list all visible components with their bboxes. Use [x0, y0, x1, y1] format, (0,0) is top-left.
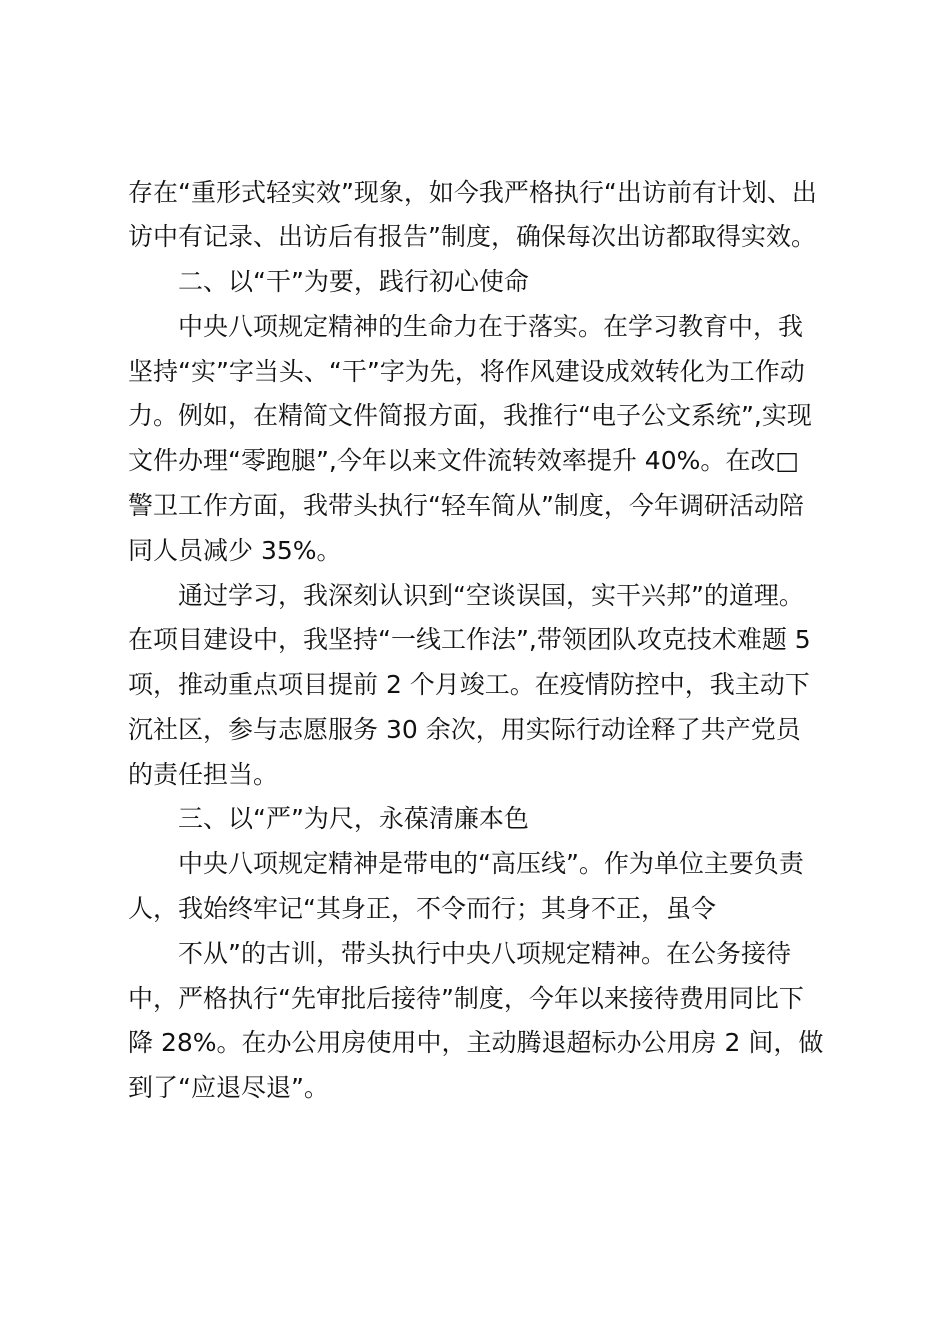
body-text-line: 在项目建设中，我坚持“一线工作法”,带领团队攻克技术难题 5 — [128, 625, 811, 654]
body-text-line: 坚持“实”字当头、“干”字为先，将作风建设成效转化为工作动 — [128, 357, 805, 386]
body-text-line: 人，我始终牢记“其身正，不令而行；其身不正，虽令 — [128, 894, 716, 923]
body-text-line: 通过学习，我深刻认识到“空谈误国，实干兴邦”的道理。 — [178, 581, 804, 610]
body-text-line: 中央八项规定精神是带电的“高压线”。作为单位主要负责 — [178, 849, 804, 878]
body-text-line: 中央八项规定精神的生命力在于落实。在学习教育中，我 — [178, 312, 804, 341]
body-text-line: 的责任担当。 — [128, 760, 279, 789]
body-text-line: 不从”的古训，带头执行中央八项规定精神。在公务接待 — [178, 939, 791, 968]
body-text-line: 项，推动重点项目提前 2 个月竣工。在疫情防控中，我主动下 — [128, 670, 810, 699]
body-text-line: 到了“应退尽退”。 — [128, 1073, 329, 1102]
body-text-line: 警卫工作方面，我带头执行“轻车简从”制度，今年调研活动陪 — [128, 491, 804, 520]
body-text-line: 文件办理“零跑腿”,今年以来文件流转效率提升 40%。在改□ — [128, 446, 799, 475]
body-text-line: 同人员减少 35%。 — [128, 536, 342, 565]
body-text-line: 力。例如，在精简文件简报方面，我推行“电子公文系统”,实现 — [128, 401, 812, 430]
body-text-line: 中，严格执行“先审批后接待”制度，今年以来接待费用同比下 — [128, 984, 804, 1013]
body-text-line: 访中有记录、出访后有报告”制度，确保每次出访都取得实效。 — [128, 222, 816, 251]
section-heading: 二、以“干”为要，践行初心使命 — [178, 267, 529, 296]
section-heading: 三、以“严”为尺，永葆清廉本色 — [178, 804, 529, 833]
body-text-line: 沉社区，参与志愿服务 30 余次，用实际行动诠释了共产党员 — [128, 715, 801, 744]
body-text-line: 存在“重形式轻实效”现象，如今我严格执行“出访前有计划、出 — [128, 178, 817, 207]
body-text-line: 降 28%。在办公用房使用中，主动腾退超标办公用房 2 间，做 — [128, 1028, 824, 1057]
